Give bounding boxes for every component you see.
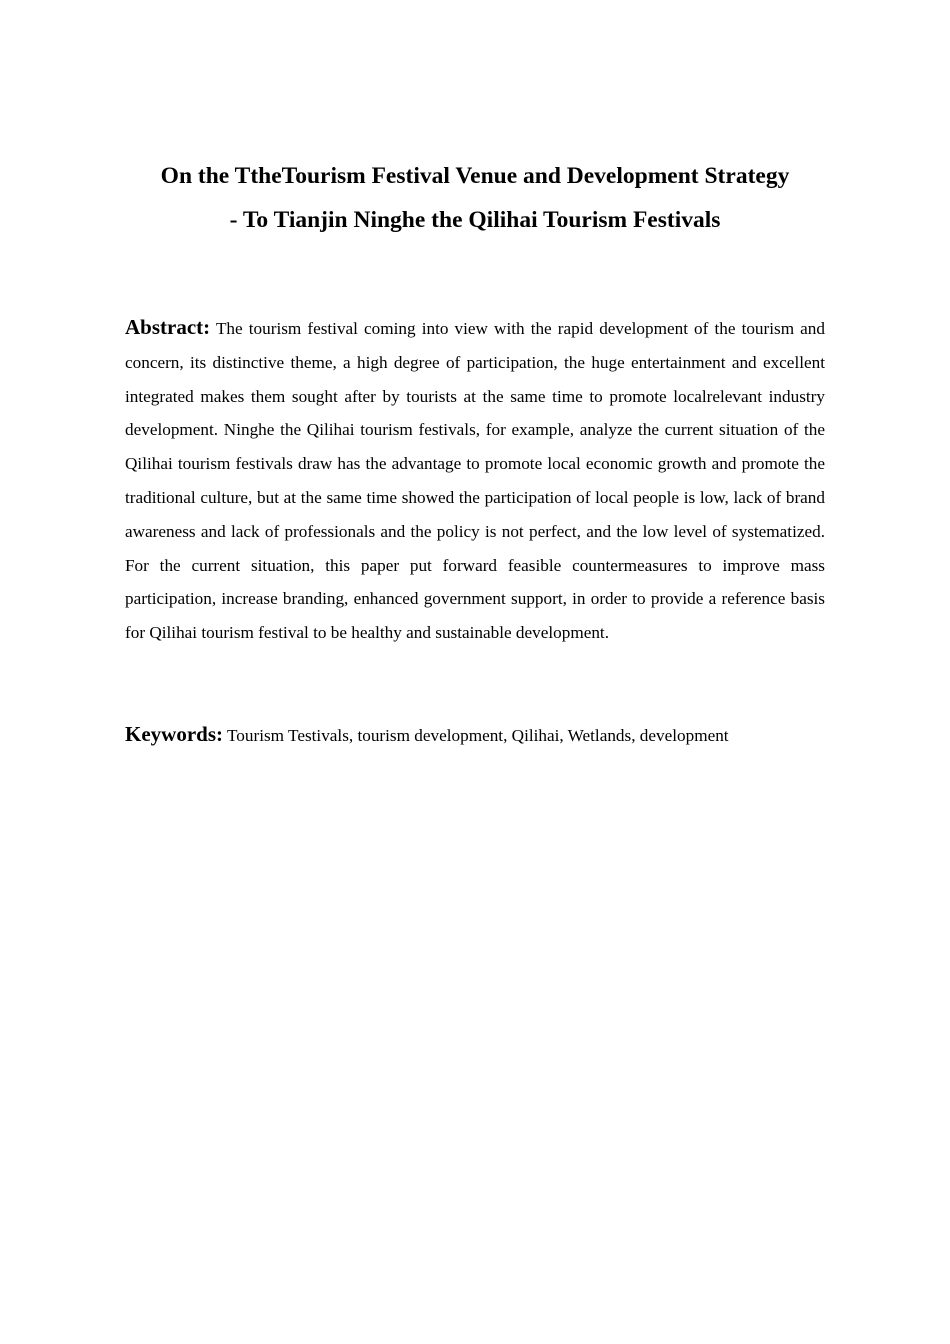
keywords-text: Tourism Testivals, tourism development, Qilihai, Wetlands, development (227, 726, 729, 745)
keywords-paragraph (125, 717, 825, 753)
abstract-paragraph (125, 311, 825, 650)
title-line-1: On the TtheTourism Festival Venue and Development Strategy (160, 163, 790, 189)
title-line-2: - To Tianjin Ninghe the Qilihai Tourism Festivals (229, 207, 721, 233)
abstract-label: Abstract: (125, 315, 211, 339)
keywords-label: Keywords: (125, 722, 223, 746)
abstract-text: The tourism festival coming into view with the rapid development of the tourism and concern, its distinctive theme, a high degree of participation, the huge entertainment and excellent integrated makes them sought after by tourists at the same time to promote localrelevant industry development. Ninghe the Qilihai tourism festivals, for example, analyze the current situation of the Qilihai tourism festivals draw has the advantage to promote local economic growth and promote the traditional culture, but at the same time showed the participation of local people is low, lack of brand awareness and lack of professionals and the policy is not perfect, and the low level of systematized. For the current situation, this paper put forward feasible countermeasures to improve mass participation, increase branding, enhanced government support, in order to provide a reference basis for Qilihai tourism festival to be healthy and sustainable development. (125, 319, 825, 643)
paper-title (110, 154, 840, 242)
